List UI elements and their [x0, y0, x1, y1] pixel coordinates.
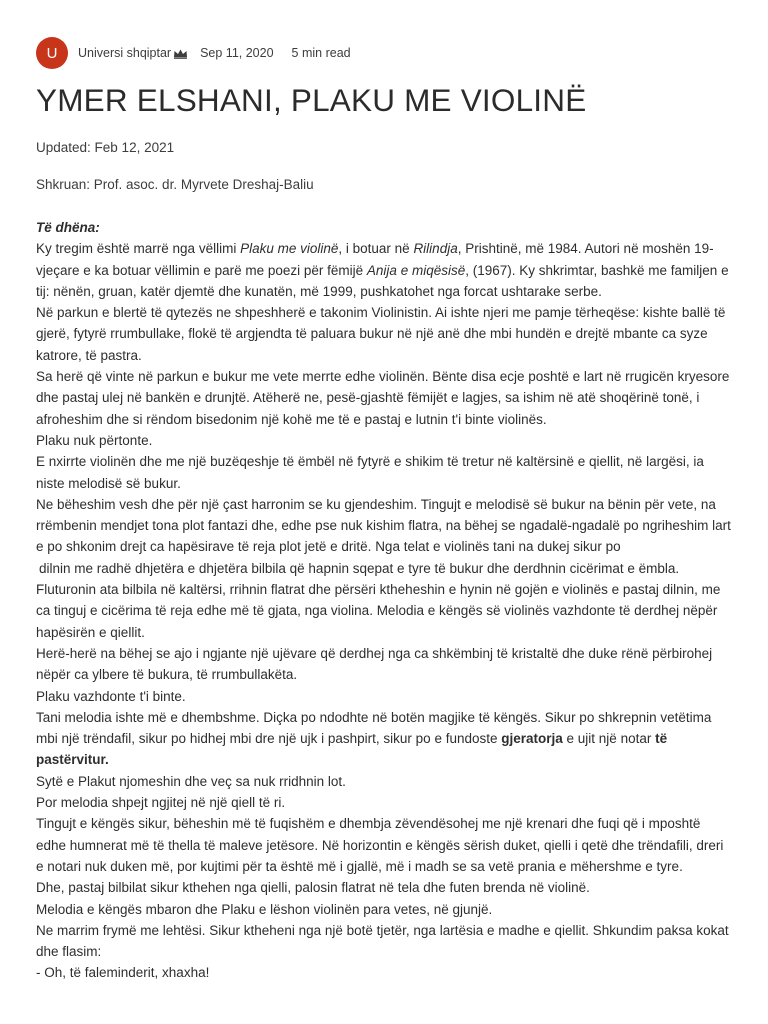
bold-word: gjeratorja [501, 731, 563, 747]
paragraph: E nxirrte violinën dhe me një buzëqeshje të ëmbël në fytyrë e shikim të tretur në kaltërsinë e qiellit, në largësi, ia niste melodisë së bukur. [36, 454, 704, 491]
paragraph: Dhe, pastaj bilbilat sikur kthehen nga qielli, palosin flatrat në tela dhe futen brenda në violinë. [36, 880, 590, 896]
paragraph: Ne marrim frymë me lehtësi. Sikur ktheheni nga një botë tjetër, nga lartësia e madhe e qiellit. Shkundim paksa kokat dhe flasim: [36, 922, 729, 960]
post-meta [36, 37, 351, 69]
paragraph: Fluturonin ata bilbila në kaltërsi, rrihnin flatrat dhe përsëri ktheheshin e hynin në gojën e violinës e pastaj dilnin, me ca tinguj e cicërima të reja edhe më të gjata, nga violina. Melodia e këngës së violinës vazhdonte të derdhej nëpër hapësirën e qiellit. [36, 582, 721, 640]
section-heading: Të dhëna: [36, 220, 100, 235]
post-date: Sep 11, 2020 [200, 46, 274, 60]
paragraph: - Oh, të faleminderit, xhaxha! [36, 965, 210, 981]
article-body [36, 217, 732, 984]
text-run: Tani melodia ishte më e dhembshme. Diçka po ndodhte në botën magjike të këngës. Sikur po shkrepnin vetëtima mbi një trëndafil, sikur po hidhej mbi dre një ujk i pashpirt, sikur po e fundoste [36, 709, 712, 747]
paragraph: Herë-herë na bëhej se ajo i ngjante një ujëvare që derdhej nga ca shkëmbinj të kristaltë dhe duke rënë përbirohej nëpër ca ylbere të bukura, të rrumbullakëta. [36, 645, 713, 683]
publisher-name: Rilindja [413, 241, 458, 257]
paragraph: Sa herë që vinte në parkun e bukur me vete merrte edhe violinën. Bënte disa ecje poshtë e lart në rrugicën kryesore dhe pastaj ulej në bankën e drunjtë. Atëherë ne, pesë-gjashtë fëmijët e lagjes, sa ishim në atë shoqërinë tonë, i afroheshim dhe si rëndom bisedonim një kohë me të e pastaj e lutnin t'i binte violinës. [36, 369, 730, 427]
paragraph: Plaku nuk përtonte. [36, 432, 153, 448]
text-run: Ky tregim është marrë nga vëllimi [36, 241, 241, 257]
paragraph: Melodia e këngës mbaron dhe Plaku e lëshon violinën para vetes, në gjunjë. [36, 901, 493, 917]
paragraph: Tingujt e këngës sikur, bëheshin më të fuqishëm e dhembja zëvendësohej me një krenari dhe fuqi që i mposhtë edhe humnerat më të thella të maleve jetësore. Në horizontin e këngës sërish duket, qielli i qetë dhe trëndafili, dreri e notari nuk duken më, por kujtimi për ta është më i gjallë, më i madh se sa vetë prania e mëhershme e tyre. [36, 816, 724, 874]
crown-icon [173, 48, 188, 59]
paragraph: Plaku vazhdonte t'i binte. [36, 688, 186, 704]
paragraph: Por melodia shpejt ngjitej në një qiell të ri. [36, 795, 286, 811]
read-time: 5 min read [291, 46, 351, 60]
paragraph: Në parkun e blertë të qytezës ne shpeshherë e takonim Violinistin. Ai ishte njeri me pamje tërheqëse: kishte ballë të gjerë, fytyrë rrumbullake, flokë të argjendta të paluara bukur në një anë dhe mbi hundën e drejtë mbante ca syze katrore, të pastra. [36, 305, 726, 363]
bold-word: të pastërvitur. [36, 731, 668, 768]
text-run: e ujit një notar [562, 731, 656, 747]
text-run: , Prishtinë, më 1984. Autori në moshën 19-vjeçare e ka botuar vëllimin e parë me poezi për fëmijë [36, 241, 714, 278]
paragraph: Ne bëheshim vesh dhe për një çast harronim se ku gjendeshim. Tingujt e melodisë së bukur na bënin për vete, na rrëmbenin mendjet tona plot fantazi dhe, edhe pse nuk kishim flatra, na bëhej se ngadalë-ngadalë po ngriheshim lart e po shkonim drejt ca hapësirave të reja plot jetë e dritë. Nga telat e violinës tani na dukej sikur po [36, 496, 731, 555]
paragraph: Sytë e Plakut njomeshin dhe veç sa nuk rridhnin lot. [36, 773, 346, 789]
text-run: , (1967). Ky shkrimtar, bashkë me familjen e tij: nënën, gruan, katër djemtë dhe kunatën, më 1999, pushkatohet nga forcat ushtarake serbe. [36, 262, 729, 299]
updated-date: Updated: Feb 12, 2021 [36, 140, 175, 155]
intro-paragraph [36, 238, 732, 302]
avatar[interactable]: U [36, 37, 68, 69]
article-title: YMER ELSHANI, PLAKU ME VIOLINË [36, 82, 587, 118]
author-link[interactable]: Universi shqiptar [78, 46, 172, 60]
byline: Shkruan: Prof. asoc. dr. Myrvete Dreshaj-Baliu [36, 177, 314, 192]
text-run: , i botuar në [338, 241, 414, 257]
book-title: Anija e miqësisë [366, 262, 466, 278]
book-title: Plaku me violinë [240, 241, 339, 257]
paragraph [36, 707, 732, 771]
paragraph: dilnin me radhë dhjetëra e dhjetëra bilbila që hapnin sqepat e tyre të bukur dhe derdhnin cicërimat e ëmbla. [39, 560, 680, 576]
